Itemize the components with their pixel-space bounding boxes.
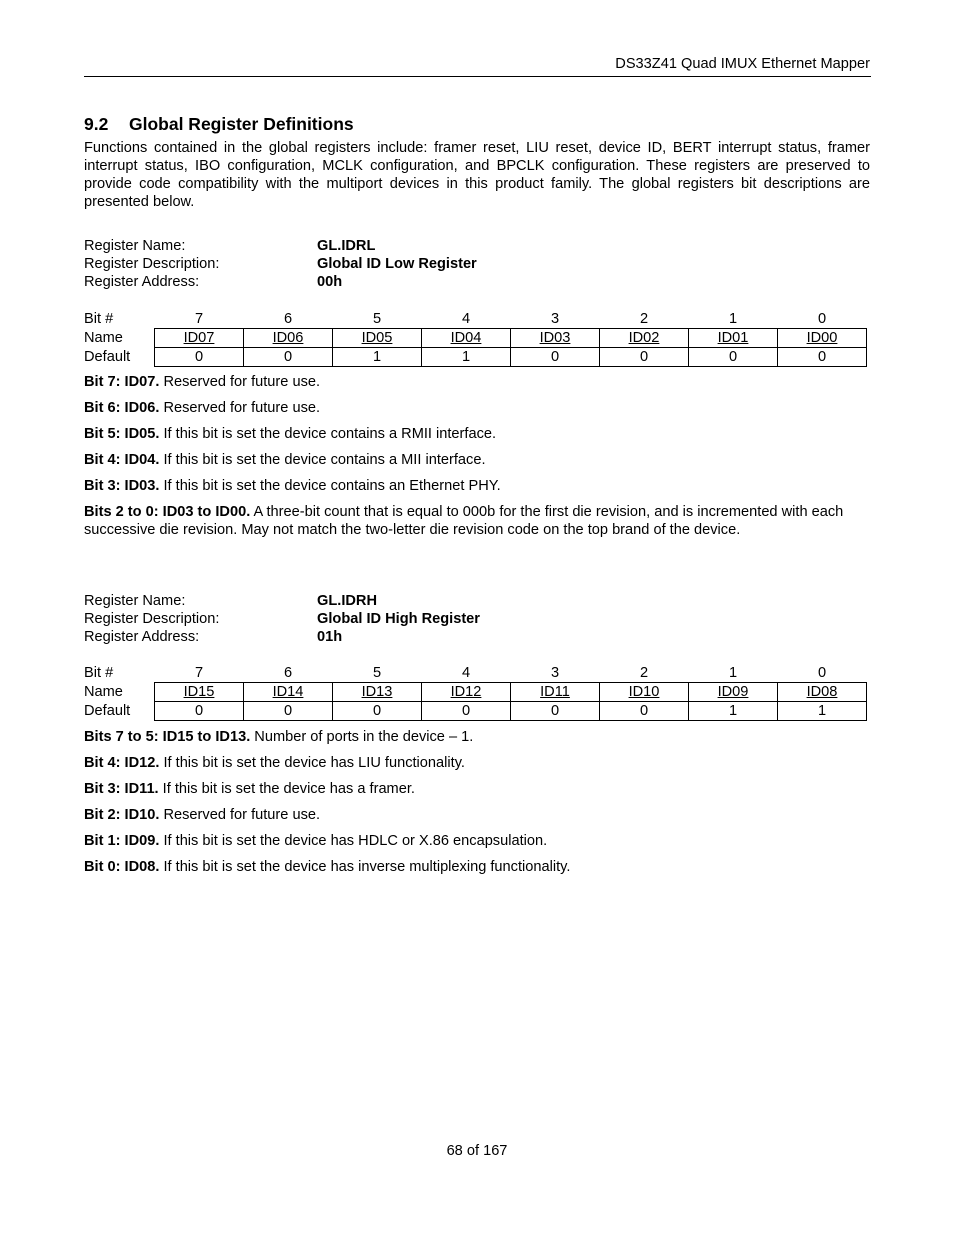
field-name: ID06 [272,330,304,346]
bit-number: 4 [461,665,471,681]
default-value-cell [244,702,333,721]
bit-description-label: Bits 7 to 5: ID15 to ID13. [84,729,251,745]
field-name: ID08 [806,684,838,700]
default-value-cell [511,348,600,367]
field-name-cell [689,329,778,348]
field-name: ID04 [450,330,482,346]
field-name-cell [422,683,511,702]
bit-descriptions-idrh [84,728,870,884]
default-value-cell [778,702,867,721]
name-label: Name [84,330,123,346]
bit-description [84,728,870,746]
reg-name-value: GL.IDRL [317,238,376,254]
field-name-cell [600,683,689,702]
reg-addr-value: 00h [317,274,343,290]
field-name: ID11 [540,684,570,700]
bit-description-label: Bit 7: ID07. [84,374,160,390]
field-name-cell [155,329,244,348]
field-name-cell [333,683,422,702]
bit-description-text: If this bit is set the device contains a RMII interface. [159,426,497,442]
bit-description-label: Bit 0: ID08. [84,859,160,875]
bit-description-text: A three-bit count that is equal to 000b for the first die revision, and is incremented with each successive die revision. May not match the two-letter die revision code on the top brand of the device. [84,504,844,538]
bit-description [84,858,870,876]
default-value: 0 [639,349,649,365]
default-value: 1 [461,349,471,365]
field-name: ID02 [628,330,660,346]
bit-description-label: Bit 3: ID11. [84,781,159,797]
bit-description-label: Bit 2: ID10. [84,807,160,823]
section-title: Global Register Definitions [129,114,354,134]
default-value: 0 [728,349,738,365]
default-value-cell [689,702,778,721]
reg-addr-label: Register Address: [84,629,200,645]
bit-table-idrh [84,664,867,721]
bit-descriptions-idrl [84,373,870,547]
bit-number: 6 [283,311,293,327]
default-row [84,702,867,721]
field-name: ID05 [361,330,393,346]
default-value-cell [689,348,778,367]
reg-addr-value: 01h [317,629,343,645]
bit-description-label: Bit 4: ID04. [84,452,160,468]
default-value: 0 [372,703,382,719]
default-label: Default [84,703,131,719]
bit-label: Bit # [84,665,114,682]
bit-number: 3 [550,665,560,681]
section-heading [84,114,354,135]
default-value-cell [422,348,511,367]
default-value: 1 [372,349,382,365]
default-value: 0 [194,349,204,365]
page-number: 68 of 167 [446,1143,508,1159]
reg-addr-label: Register Address: [84,274,200,290]
field-name-cell [155,683,244,702]
field-name-row [84,683,867,702]
default-row [84,348,867,367]
bit-description [84,503,870,539]
default-value: 1 [817,703,827,719]
default-value: 0 [550,703,560,719]
bit-number: 2 [639,311,649,327]
field-name: ID13 [361,684,393,700]
reg-desc-value: Global ID Low Register [317,256,477,272]
bit-number-row [84,310,867,329]
bit-description-text: Reserved for future use. [159,400,321,416]
bit-description-label: Bit 3: ID03. [84,478,160,494]
default-value-cell [778,348,867,367]
bit-table-idrl [84,310,867,367]
bit-description-text: If this bit is set the device has inverse multiplexing functionality. [159,859,571,875]
bit-description [84,425,870,443]
reg-desc-label: Register Description: [84,611,220,627]
default-value: 0 [283,703,293,719]
bit-description-label: Bit 6: ID06. [84,400,160,416]
bit-description [84,373,870,391]
bit-description [84,832,870,850]
bit-number: 1 [728,665,738,681]
field-name: ID00 [806,330,838,346]
bit-description-label: Bits 2 to 0: ID03 to ID00. [84,504,251,520]
register-info-idrh [84,592,870,646]
bit-description [84,477,870,495]
bit-number: 0 [817,311,827,327]
field-name-cell [689,683,778,702]
field-name: ID03 [539,330,571,346]
field-name: ID07 [183,330,215,346]
field-name-cell [511,329,600,348]
default-value-cell [244,348,333,367]
bit-description [84,806,870,824]
document-header: DS33Z41 Quad IMUX Ethernet Mapper [615,56,870,72]
field-name-cell [778,683,867,702]
field-name: ID15 [183,684,215,700]
bit-description-label: Bit 4: ID12. [84,755,160,771]
bit-number: 3 [550,311,560,327]
reg-desc-label: Register Description: [84,256,220,272]
bit-description-text: If this bit is set the device has a framer. [158,781,415,797]
default-value-cell [155,702,244,721]
default-value-cell [600,702,689,721]
bit-description-text: Reserved for future use. [159,807,321,823]
bit-description [84,399,870,417]
register-info-idrl [84,237,870,291]
default-value: 0 [639,703,649,719]
bit-description [84,754,870,772]
default-value-cell [511,702,600,721]
bit-description-label: Bit 5: ID05. [84,426,160,442]
bit-description-text: If this bit is set the device contains a MII interface. [159,452,486,468]
bit-description [84,451,870,469]
field-name: ID01 [717,330,749,346]
bit-description-text: If this bit is set the device has HDLC or X.86 encapsulation. [159,833,548,849]
bit-number-row [84,664,867,683]
default-value-cell [600,348,689,367]
field-name: ID12 [450,684,482,700]
name-label: Name [84,684,123,700]
field-name: ID09 [717,684,749,700]
default-value-cell [333,348,422,367]
section-number: 9.2 [84,114,109,134]
bit-number: 5 [372,665,382,681]
bit-description-label: Bit 1: ID09. [84,833,160,849]
bit-number: 0 [817,665,827,681]
bit-description-text: If this bit is set the device has LIU functionality. [159,755,465,771]
field-name-cell [511,683,600,702]
bit-number: 7 [194,311,204,327]
default-value-cell [155,348,244,367]
field-name-row [84,329,867,348]
default-value-cell [333,702,422,721]
bit-description [84,780,870,798]
bit-number: 4 [461,311,471,327]
field-name-cell [422,329,511,348]
bit-label: Bit # [84,311,114,328]
header-rule [84,76,871,77]
field-name-cell [244,329,333,348]
field-name: ID14 [272,684,304,700]
default-value-cell [422,702,511,721]
bit-description-text: Number of ports in the device – 1. [250,729,474,745]
default-value: 0 [283,349,293,365]
bit-number: 6 [283,665,293,681]
bit-number: 2 [639,665,649,681]
bit-number: 5 [372,311,382,327]
reg-name-label: Register Name: [84,238,186,254]
bit-description-text: Reserved for future use. [159,374,321,390]
default-value: 0 [461,703,471,719]
bit-description-text: If this bit is set the device contains an Ethernet PHY. [159,478,501,494]
reg-desc-value: Global ID High Register [317,611,480,627]
default-value: 0 [194,703,204,719]
field-name-cell [600,329,689,348]
reg-name-label: Register Name: [84,593,186,609]
intro-paragraph: Functions contained in the global registers include: framer reset, LIU reset, device ID, BERT interrupt status, framer interrupt status, IBO configuration, MCLK configuration, and BPCLK configuration. These registers are preserved to provide code compatibility with the multiport devices in this product family. The global registers bit descriptions are presented below. [84,140,870,210]
default-value: 0 [550,349,560,365]
field-name: ID10 [628,684,660,700]
bit-number: 1 [728,311,738,327]
default-value: 1 [728,703,738,719]
default-label: Default [84,349,131,365]
default-value: 0 [817,349,827,365]
reg-name-value: GL.IDRH [317,593,377,609]
field-name-cell [333,329,422,348]
field-name-cell [778,329,867,348]
field-name-cell [244,683,333,702]
bit-number: 7 [194,665,204,681]
